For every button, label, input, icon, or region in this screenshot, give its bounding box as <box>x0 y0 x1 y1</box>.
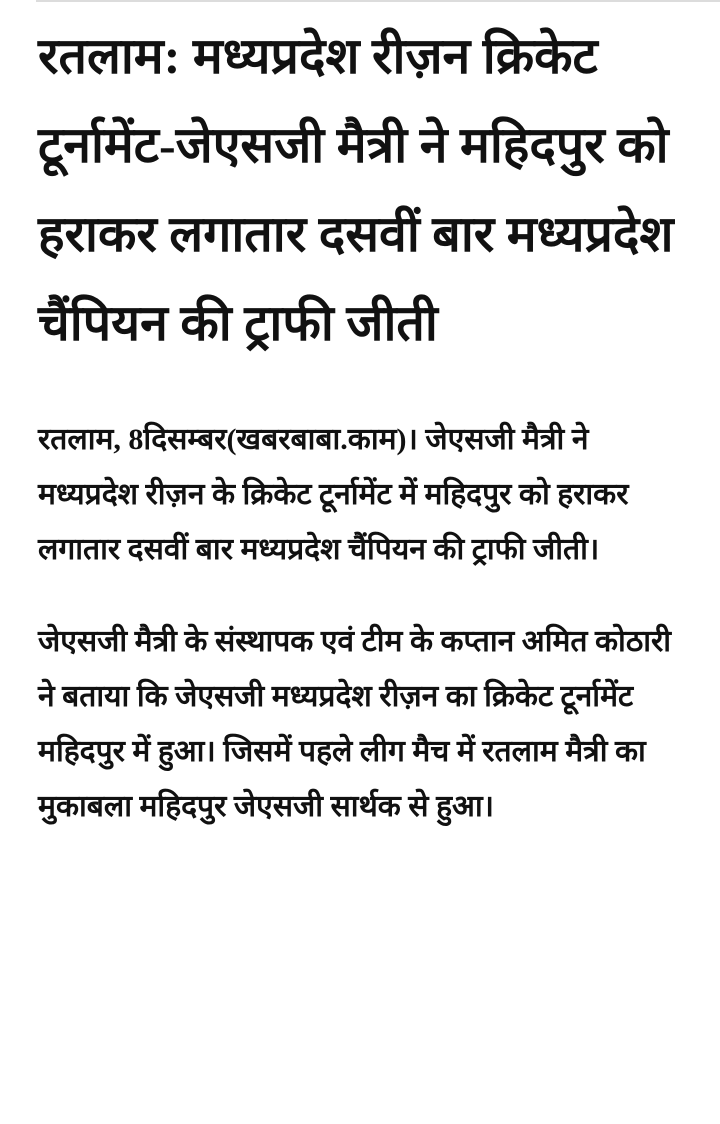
article-headline: रतलाम: मध्यप्रदेश रीज़न क्रिकेट टूर्नामेंट-जेएसजी मैत्री ने महिदपुर को हराकर लगातार दसवीं बार मध्यप्रदेश चैंपियन की ट्राफी जीती <box>38 28 674 351</box>
article-paragraph-body: जेएसजी मैत्री के संस्थापक एवं टीम के कप्तान अमित कोठारी ने बताया कि जेएसजी मध्यप्रदेश रीज़न का क्रिकेट टूर्नामेंट महिदपुर में हुआ। जिसमें पहले लीग मैच में रतलाम मैत्री का मुकाबला महिदपुर जेएसजी सार्थक से हुआ। <box>38 624 672 824</box>
article-paragraph-dateline: रतलाम, 8दिसम्बर(खबरबाबा.काम)। जेएसजी मैत्री ने मध्यप्रदेश रीज़न के क्रिकेट टूर्नामेंट में महिदपुर को हराकर लगातार दसवीं बार मध्यप्रदेश चैंपियन की ट्राफी जीती। <box>38 423 629 567</box>
top-divider <box>36 0 720 2</box>
